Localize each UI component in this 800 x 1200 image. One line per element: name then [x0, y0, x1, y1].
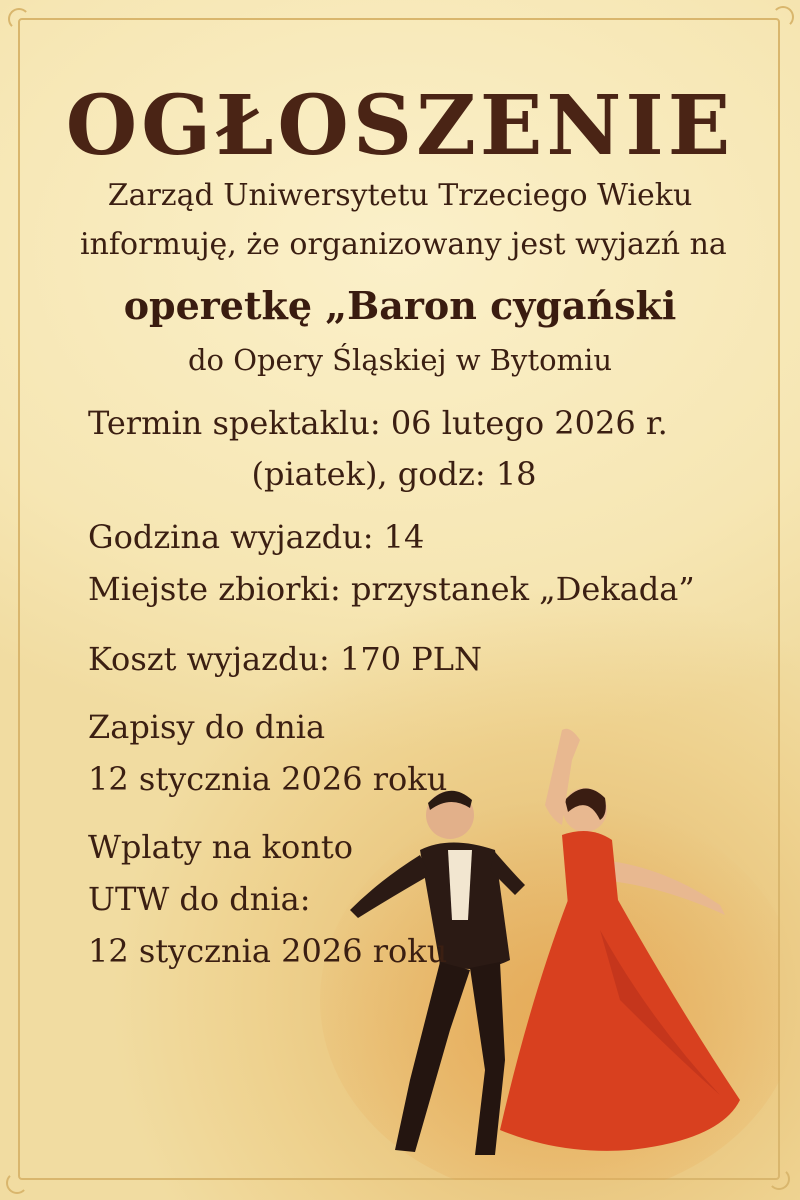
trip-cost-line: Koszt wyjazdu: 170 PLN — [88, 640, 483, 678]
payment-label-line-1: Wplaty na konto — [88, 828, 354, 866]
page-title: OGŁOSZENIE — [65, 78, 735, 174]
venue-line: do Opery Śląskiej w Bytomiu — [187, 343, 613, 377]
intro-line-1: Zarząd Uniwersytetu Trzeciego Wieku — [107, 178, 693, 213]
frame-corner-ornament — [772, 6, 794, 28]
signup-deadline-label: Zapisy do dnia — [88, 708, 326, 746]
performance-date-line: Termin spektaklu: 06 lutego 2026 r. — [88, 404, 668, 442]
intro-line-2: informuję, że organizowany jest wyjazń na — [80, 227, 727, 262]
payment-deadline-date: 12 stycznia 2026 roku — [88, 932, 448, 970]
signup-deadline-date: 12 stycznia 2026 roku — [88, 760, 448, 798]
meeting-point-line: Miejste zbiorki: przystanek „Dekada” — [88, 570, 695, 608]
departure-time-line: Godzina wyjazdu: 14 — [88, 518, 425, 556]
payment-label-line-2: UTW do dnia: — [88, 880, 311, 918]
frame-corner-ornament — [6, 1172, 28, 1194]
performance-day-time-line: (piatek), godz: 18 — [251, 455, 537, 493]
show-title: operetkę „Baron cygański — [123, 283, 677, 328]
